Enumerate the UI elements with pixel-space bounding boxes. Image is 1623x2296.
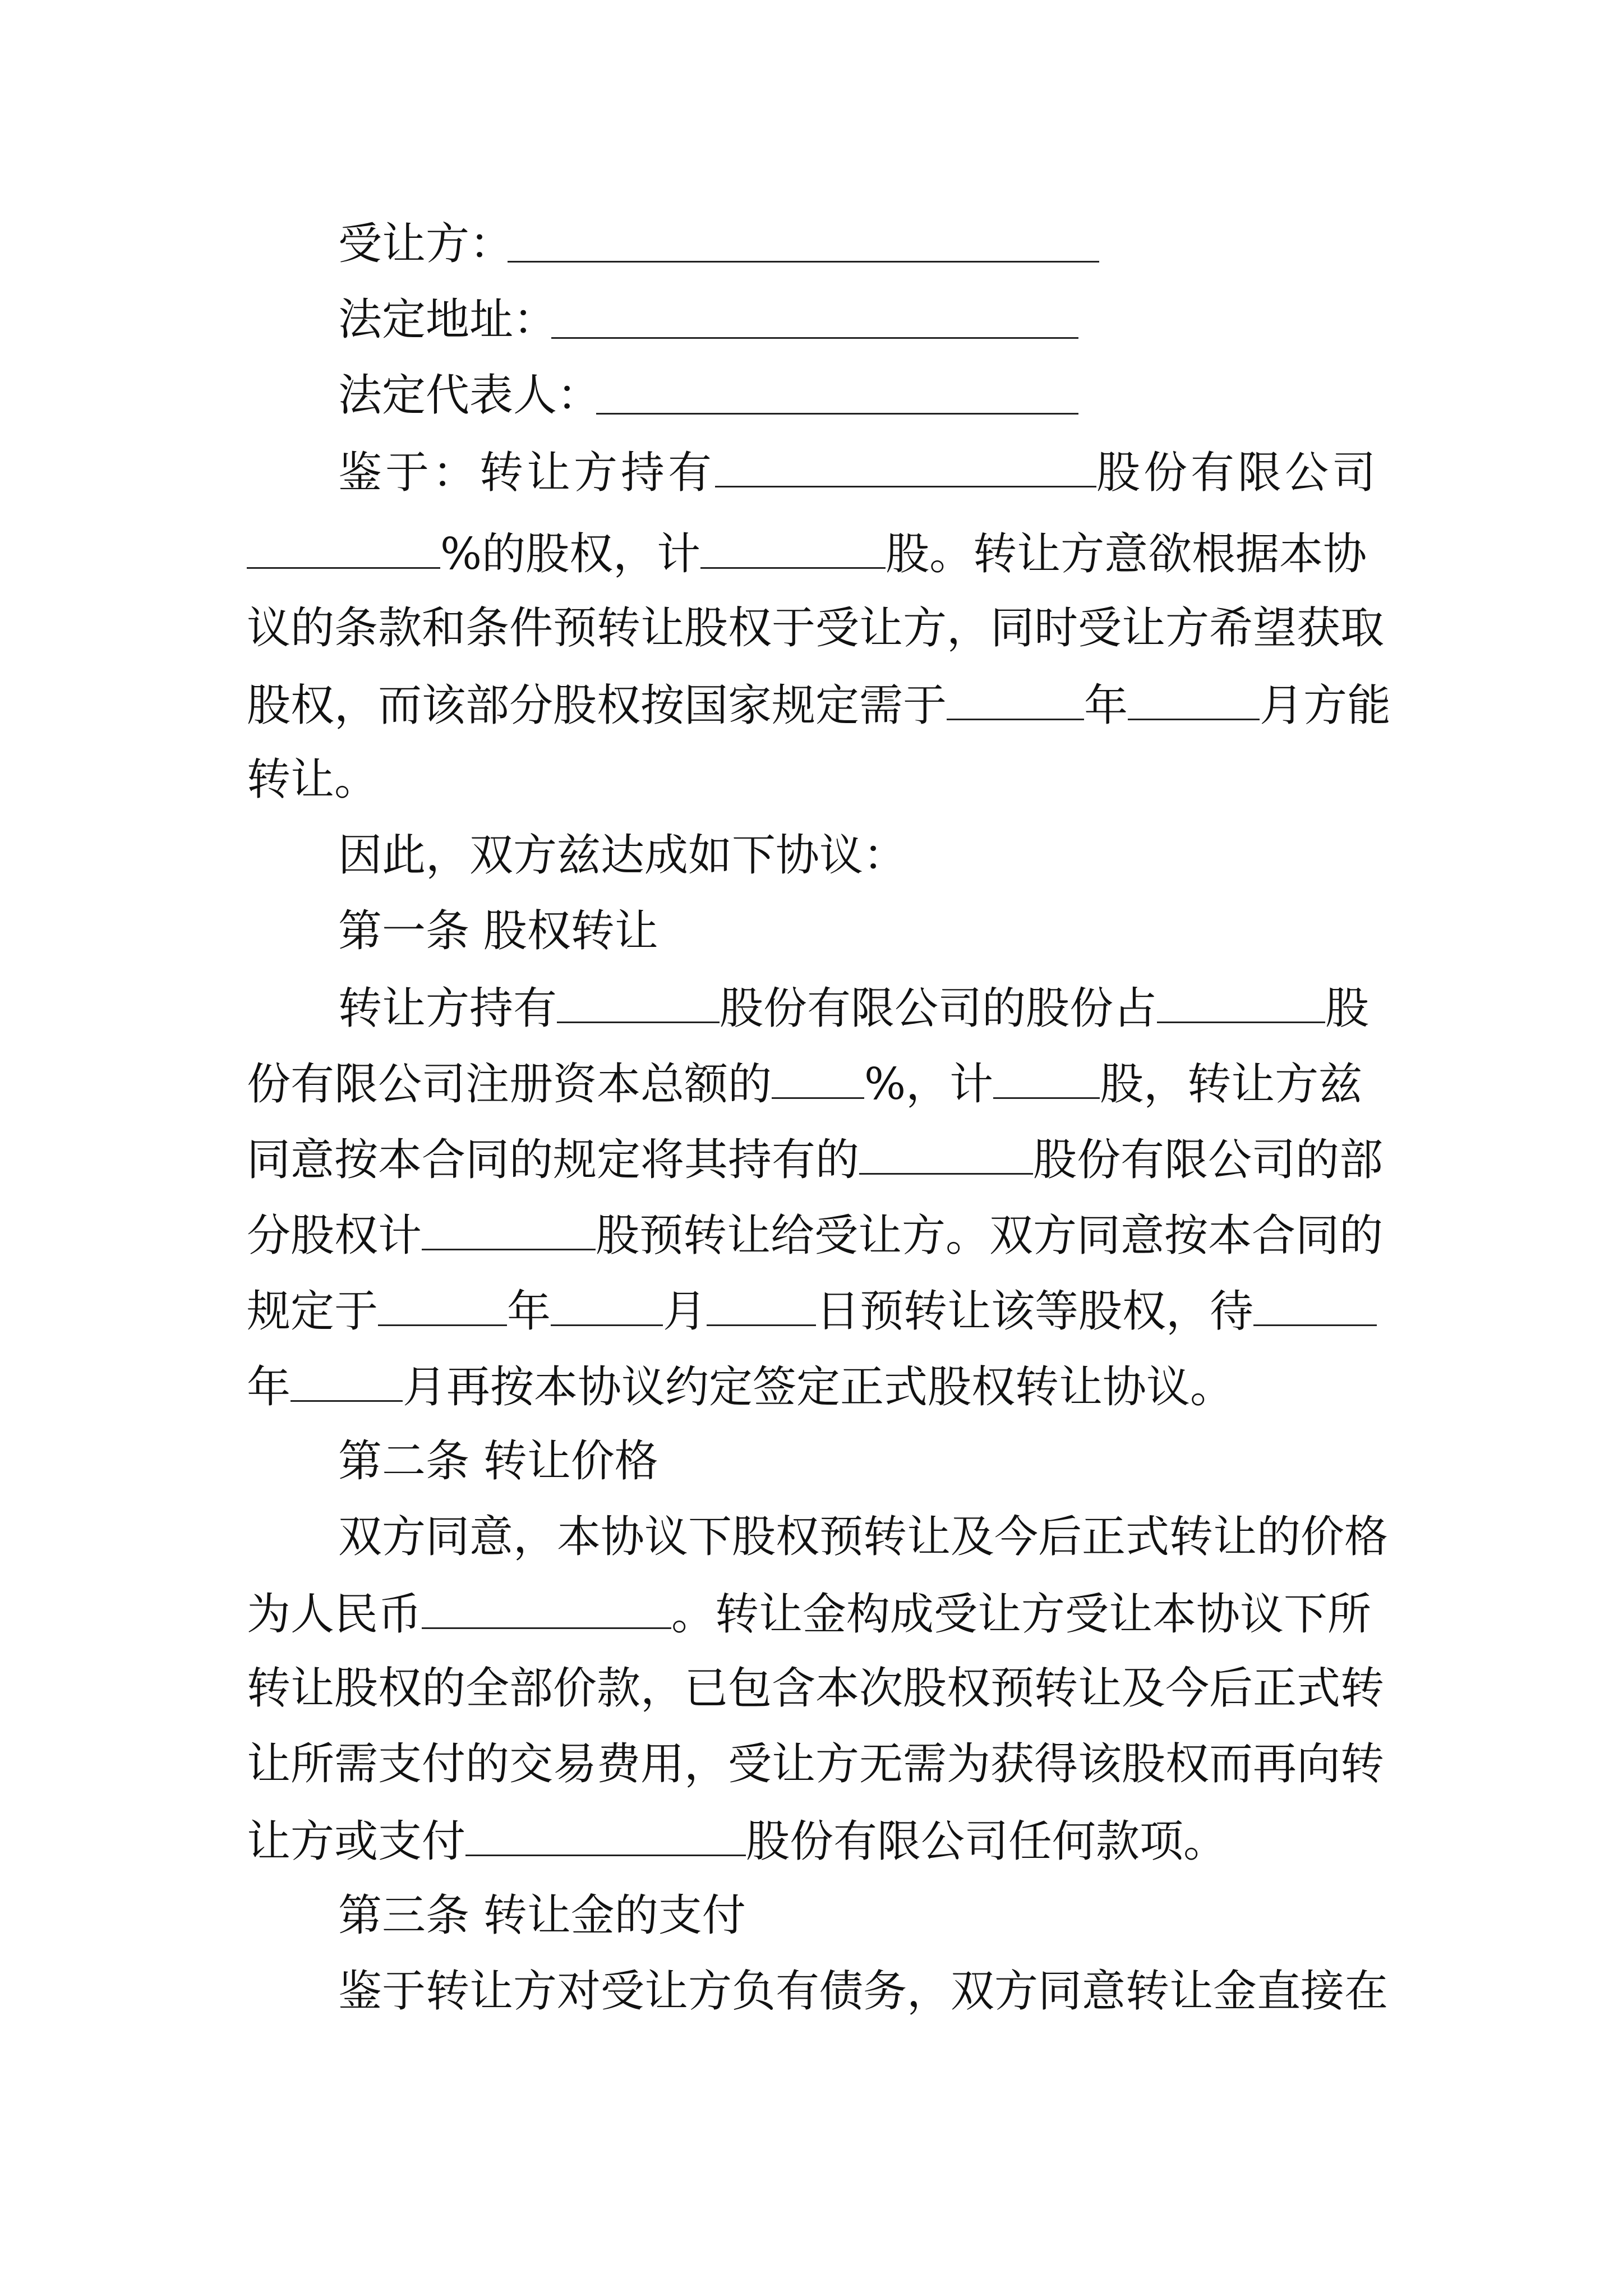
article-1-line-5: 规定于 年 月 日预转让该等股权，待 (247, 1276, 1377, 1343)
blank (551, 1276, 663, 1326)
whereas-line-2: %的股权，计 股。转让方意欲根据本协 (247, 519, 1367, 586)
legal-rep-line (338, 362, 601, 429)
blank (422, 1579, 671, 1629)
blank (247, 519, 440, 569)
blank (715, 438, 1096, 487)
article-2-line-3: 转让股权的全部价款，已包含本次股权预转让及今后正式转 (247, 1663, 1385, 1714)
whereas-line-4: 股权，而该部分股权按国家规定需于 年 月方能 (247, 670, 1391, 738)
transferee-blank (508, 261, 1099, 263)
whereas-line-5: 转让。 (247, 754, 379, 805)
article-1-heading: 第一条 股权转让 (338, 906, 658, 956)
article-1-line-2: 份有限公司注册资本总额的 %，计 股，转让方兹 (247, 1049, 1362, 1116)
blank (1128, 670, 1260, 720)
blank (422, 1200, 596, 1250)
legal-address-line (338, 286, 557, 353)
whereas-line-3: 议的条款和条件预转让股权于受让方，同时受让方希望获取 (247, 603, 1385, 654)
transferee-label: 受让方： (338, 219, 514, 269)
legal-address-label: 法定地址： (338, 295, 557, 345)
blank (557, 973, 720, 1023)
blank (1157, 973, 1325, 1023)
legal-rep-blank (596, 413, 1078, 415)
blank (1253, 1276, 1377, 1326)
article-1-line-3: 同意按本合同的规定将其持有的 股份有限公司的部 (247, 1125, 1383, 1192)
article-1-line-4: 分股权计 股预转让给受让方。双方同意按本合同的 (247, 1200, 1383, 1268)
blank (291, 1352, 403, 1402)
article-3-heading: 第三条 转让金的支付 (338, 1890, 746, 1941)
blank (993, 1049, 1100, 1099)
article-2-line-1: 双方同意，本协议下股权预转让及今后正式转让的价格 (338, 1512, 1389, 1562)
legal-address-blank (551, 337, 1078, 339)
article-1-line-1: 转让方持有 股份有限公司的股份占 股 (338, 973, 1369, 1041)
article-2-line-5: 让方或支付 股份有限公司任何款项。 (247, 1806, 1227, 1874)
article-2-line-2: 为人民币 。转让金构成受让方受让本协议下所 (247, 1579, 1371, 1646)
blank (947, 670, 1084, 720)
blank (700, 519, 886, 569)
article-2-line-4: 让所需支付的交易费用，受让方无需为获得该股权而再向转 (247, 1739, 1385, 1789)
article-2-heading: 第二条 转让价格 (338, 1436, 658, 1487)
transferee-line (338, 210, 513, 278)
blank (772, 1049, 864, 1099)
blank (707, 1276, 816, 1326)
blank (378, 1276, 507, 1326)
whereas-line-1: 鉴于：转让方持有 股份有限公司 (338, 438, 1379, 505)
article-3-line-1: 鉴于转让方对受让方负有债务，双方同意转让金直接在 (338, 1966, 1389, 2017)
blank (465, 1806, 746, 1856)
article-1-line-6: 年 月再按本协议约定签定正式股权转让协议。 (247, 1352, 1234, 1419)
therefore-line: 因此，双方兹达成如下协议： (338, 830, 907, 881)
blank (859, 1125, 1033, 1175)
legal-rep-label: 法定代表人： (338, 370, 601, 421)
